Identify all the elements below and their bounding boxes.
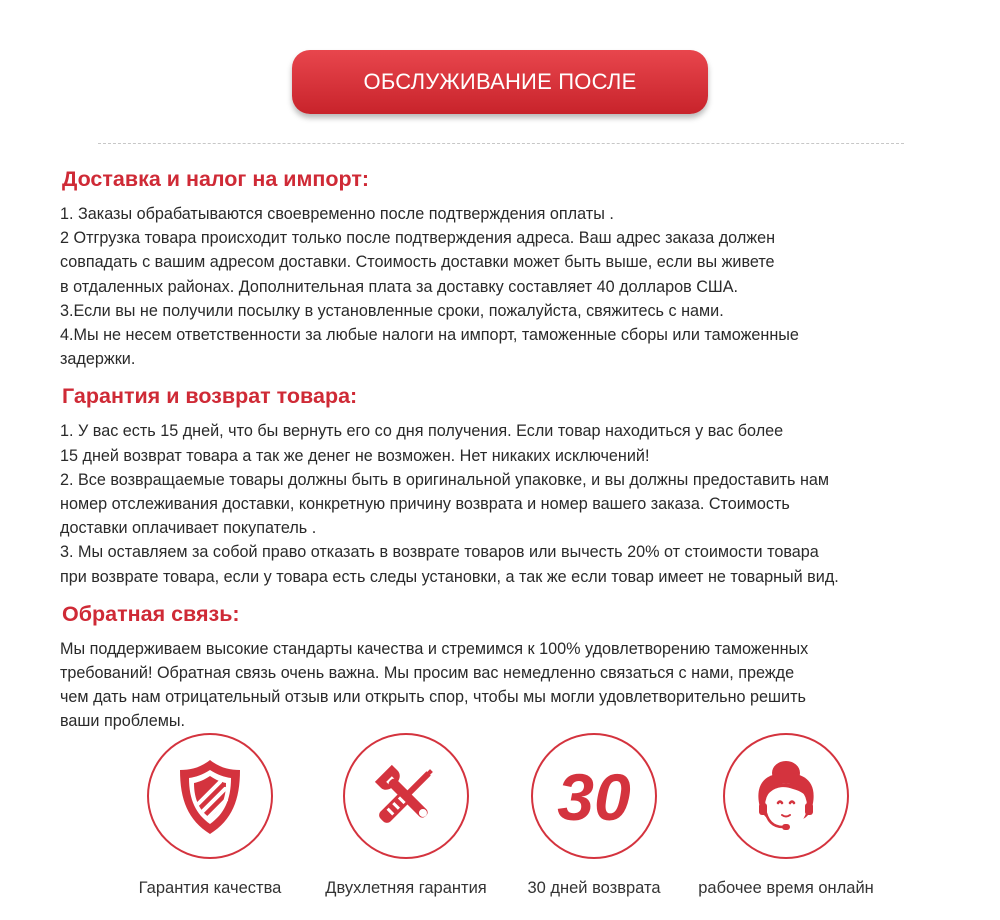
paragraph-line: номер отслеживания доставки, конкретную причину возврата и номер вашего заказа. Стоимость <box>60 495 790 514</box>
feature-label: Двухлетняя гарантия <box>325 879 487 897</box>
paragraph-line: при возврате товара, если у товара есть следы установки, а так же если товар имеет не товарный вид. <box>60 567 839 586</box>
paragraph-line: в отдаленных районах. Дополнительная плата за доставку составляет 40 долларов США. <box>60 277 739 296</box>
paragraph-line: чем дать нам отрицательный отзыв или открыть спор, чтобы мы могли удовлетворительно решить <box>60 688 806 707</box>
section-shipping <box>60 164 960 371</box>
feature-icons-row <box>0 733 1000 897</box>
dashed-divider <box>98 143 904 144</box>
paragraph-line: 3.Если вы не получили посылку в установленные сроки, пожалуйста, свяжитесь с нами. <box>60 301 724 320</box>
thirty-days-icon <box>531 733 657 859</box>
paragraph-line: 15 дней возврат товара а так же денег не возможен. Нет никаких исключений! <box>60 446 650 465</box>
paragraph-line: задержки. <box>60 350 136 369</box>
section-title: Доставка и налог на импорт: <box>62 167 370 191</box>
section-feedback <box>60 599 960 734</box>
paragraph-line: доставки оплачивает покупатель . <box>60 519 317 538</box>
feature-30-day-return <box>494 733 694 898</box>
paragraph-line: 4.Мы не несем ответственности за любые налоги на импорт, таможенные сборы или таможенные <box>60 326 799 345</box>
feature-label: Гарантия качества <box>138 879 282 897</box>
after-sales-banner: ОБСЛУЖИВАНИЕ ПОСЛЕ ПРОДАЖИ <box>292 50 708 114</box>
section-title: Обратная связь: <box>62 601 240 626</box>
paragraph-line: требований! Обратная связь очень важна. Мы просим вас немедленно связаться с нами, прежде <box>60 664 795 683</box>
thirty-number: 30 <box>557 760 631 834</box>
paragraph-line: 1. Заказы обрабатываются своевременно после подтверждения оплаты . <box>60 205 614 223</box>
paragraph-line: ваши проблемы. <box>60 712 185 731</box>
paragraph-line: 2 Отгрузка товара происходит только после подтверждения адреса. Ваш адрес заказа должен <box>60 229 776 248</box>
banner-container <box>0 50 1000 158</box>
policy-content <box>60 164 960 744</box>
paragraph-line: Мы поддерживаем высокие стандарты качества и стремимся к 100% удовлетворению таможенных <box>60 639 809 658</box>
paragraph-line: совпадать с вашим адресом доставки. Стоимость доставки может быть выше, если вы живете <box>60 253 775 272</box>
feature-quality-guarantee <box>110 733 310 898</box>
shield-icon <box>147 733 273 859</box>
feature-label: рабочее время онлайн <box>698 879 874 897</box>
tools-icon <box>343 733 469 859</box>
support-agent-icon <box>723 733 849 859</box>
feature-label: 30 дней возврата <box>527 879 661 897</box>
paragraph-line: 2. Все возвращаемые товары должны быть в оригинальной упаковке, и вы должны предоставить нам <box>60 470 830 489</box>
feature-online-hours <box>686 733 886 898</box>
feature-two-year-warranty <box>306 733 506 898</box>
section-title: Гарантия и возврат товара: <box>62 384 358 409</box>
paragraph-line: 1. У вас есть 15 дней, что бы вернуть его со дня получения. Если товар находиться у вас более <box>60 422 784 441</box>
paragraph-line: 3. Мы оставляем за собой право отказать в возврате товаров или вычесть 20% от стоимости товара <box>60 543 819 562</box>
section-warranty-returns <box>60 381 960 588</box>
